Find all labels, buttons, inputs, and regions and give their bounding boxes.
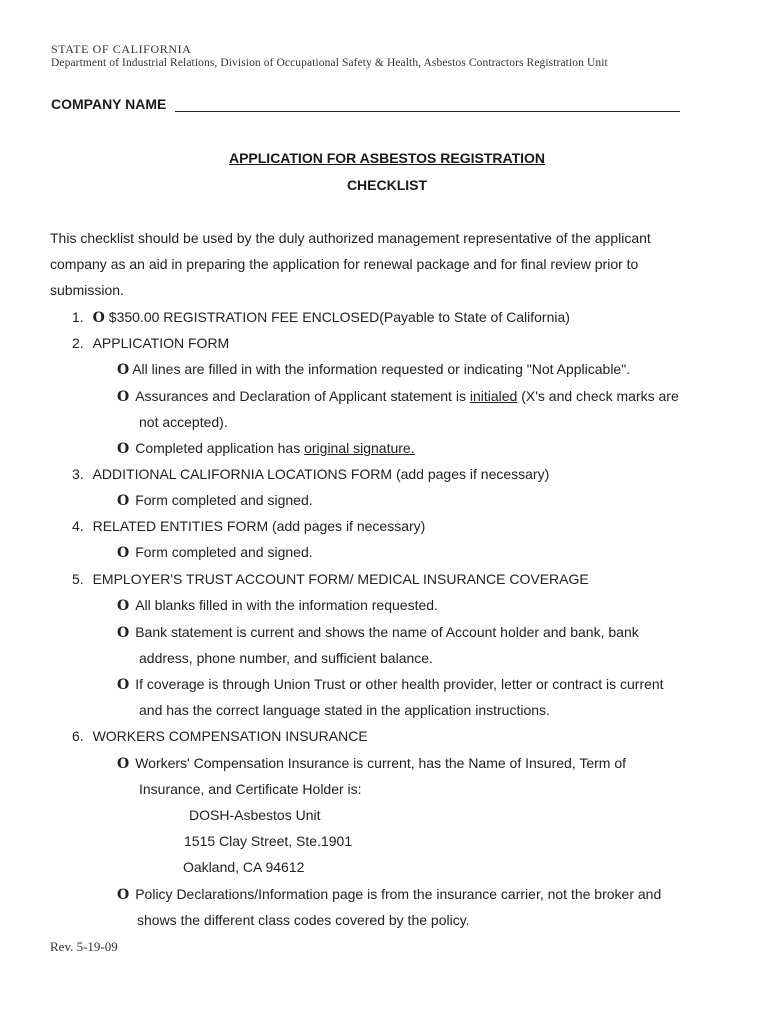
- checklist-subitem-6b-continued: shows the different class codes covered by the policy.: [137, 912, 470, 928]
- checklist-subitem-4a: [117, 544, 313, 561]
- department-header: Department of Industrial Relations, Division of Occupational Safety & Health, Asbestos Contractors Registration Unit: [51, 57, 608, 69]
- checklist-subitem-5a: [117, 597, 438, 614]
- intro-line-1: This checklist should be used by the duly authorized management representative of the applicant: [50, 230, 651, 246]
- item-number: 4.: [72, 518, 84, 534]
- item-text: ADDITIONAL CALIFORNIA LOCATIONS FORM (add pages if necessary): [92, 466, 550, 482]
- subitem-text: Completed application has: [135, 440, 305, 456]
- address-line-1: DOSH-Asbestos Unit: [189, 807, 321, 823]
- intro-line-3: submission.: [50, 282, 124, 298]
- subitem-text: All lines are filled in with the information requested or indicating "Not Applicable".: [132, 361, 631, 377]
- checklist-item-3: [72, 466, 549, 482]
- item-text: APPLICATION FORM: [92, 335, 230, 351]
- checklist-subitem-2b-continued: not accepted).: [139, 414, 228, 430]
- item-number: 1.: [72, 309, 84, 325]
- checkbox-circle-icon[interactable]: O: [117, 493, 130, 509]
- item-text: RELATED ENTITIES FORM (add pages if necessary): [92, 518, 426, 534]
- checklist-subitem-5c-continued: and has the correct language stated in the application instructions.: [139, 702, 550, 718]
- document-title: APPLICATION FOR ASBESTOS REGISTRATION: [228, 150, 546, 166]
- company-name-field-line[interactable]: [175, 111, 680, 112]
- checklist-item-5: [72, 571, 589, 587]
- subitem-underlined-text: initialed: [469, 388, 518, 404]
- subitem-text: Bank statement is current and shows the name of Account holder and bank, bank: [135, 624, 639, 640]
- checklist-subitem-5b-continued: address, phone number, and sufficient balance.: [139, 650, 433, 666]
- checklist-subitem-2c: [117, 440, 415, 457]
- subitem-text: Form completed and signed.: [135, 544, 313, 560]
- address-line-2: 1515 Clay Street, Ste.1901: [184, 833, 353, 849]
- checkbox-circle-icon[interactable]: O: [117, 756, 130, 772]
- item-number: 3.: [72, 466, 84, 482]
- subitem-text: (X's and check marks are: [517, 388, 679, 404]
- checkbox-circle-icon[interactable]: O: [117, 545, 130, 561]
- subitem-underlined-text: original signature.: [304, 440, 415, 456]
- checklist-subitem-5c: [117, 676, 664, 693]
- checklist-item-2: [72, 335, 229, 351]
- checklist-subitem-3a: [117, 492, 313, 509]
- checkbox-circle-icon[interactable]: O: [117, 362, 130, 378]
- address-line-3: Oakland, CA 94612: [183, 859, 305, 875]
- checklist-subitem-2a: [117, 361, 630, 378]
- checklist-item-1: [72, 309, 570, 326]
- item-text: EMPLOYER'S TRUST ACCOUNT FORM/ MEDICAL INSURANCE COVERAGE: [92, 571, 589, 587]
- checkbox-circle-icon[interactable]: O: [117, 598, 130, 614]
- checkbox-circle-icon[interactable]: O: [117, 677, 130, 693]
- checkbox-circle-icon[interactable]: O: [117, 389, 130, 405]
- checklist-item-6: [72, 728, 368, 744]
- document-subtitle: CHECKLIST: [346, 177, 428, 193]
- checkbox-circle-icon[interactable]: O: [117, 887, 130, 903]
- subitem-text: Assurances and Declaration of Applicant statement is: [135, 388, 470, 404]
- state-header: STATE OF CALIFORNIA: [51, 42, 192, 56]
- item-text: WORKERS COMPENSATION INSURANCE: [92, 728, 368, 744]
- subitem-text: Workers' Compensation Insurance is current, has the Name of Insured, Term of: [135, 755, 627, 771]
- subitem-text: Form completed and signed.: [135, 492, 313, 508]
- revision-date: Rev. 5-19-09: [50, 939, 118, 954]
- checklist-subitem-6a: [117, 755, 626, 772]
- checklist-subitem-6a-continued: Insurance, and Certificate Holder is:: [139, 781, 362, 797]
- checklist-subitem-2b: [117, 388, 679, 405]
- checkbox-circle-icon[interactable]: O: [117, 441, 130, 457]
- subitem-text: If coverage is through Union Trust or other health provider, letter or contract is current: [135, 676, 664, 692]
- company-name-label: COMPANY NAME: [51, 96, 167, 112]
- checklist-item-4: [72, 518, 425, 534]
- checklist-subitem-5b: [117, 624, 639, 641]
- subitem-text: All blanks filled in with the information requested.: [135, 597, 438, 613]
- checklist-subitem-6b: [117, 886, 661, 903]
- item-text: $350.00 REGISTRATION FEE ENCLOSED(Payable to State of California): [108, 309, 570, 325]
- subitem-text: Policy Declarations/Information page is from the insurance carrier, not the broker and: [135, 886, 662, 902]
- checkbox-circle-icon[interactable]: O: [92, 310, 105, 326]
- item-number: 2.: [72, 335, 84, 351]
- item-number: 5.: [72, 571, 84, 587]
- checkbox-circle-icon[interactable]: O: [117, 625, 130, 641]
- item-number: 6.: [72, 728, 84, 744]
- intro-line-2: company as an aid in preparing the application for renewal package and for final review prior to: [50, 256, 639, 272]
